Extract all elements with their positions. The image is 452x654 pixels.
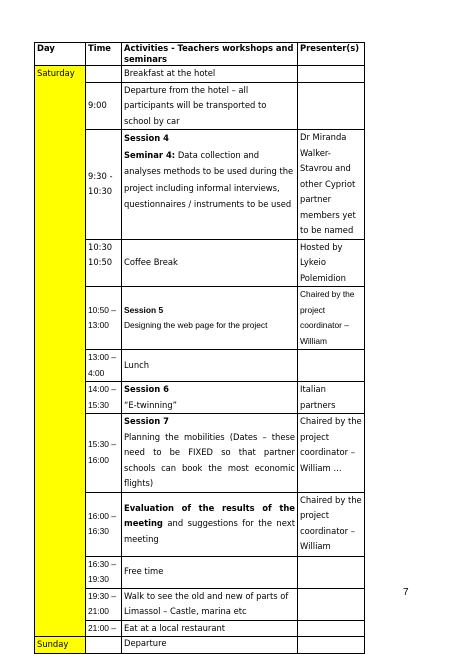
presenter-cell xyxy=(298,556,365,588)
activity-cell: Eat at a local restaurant xyxy=(122,620,298,637)
presenter-cell: Chaired by the project coordinator – William xyxy=(298,287,365,350)
seminar-text: Data collection and analyses methods to be used during the project including informal interviews, questionnaires / instruments to be used xyxy=(124,149,294,209)
presenter-cell: Hosted by Lykeio Polemidion xyxy=(298,239,365,287)
time-cell: 19:30 – 21:00 xyxy=(86,588,122,620)
time-cell: 14:00 – 15:30 xyxy=(86,382,122,414)
header-row xyxy=(35,43,365,66)
presenter-cell: Italian partners xyxy=(298,382,365,414)
header-day: Day xyxy=(35,43,86,66)
table-row xyxy=(35,66,365,83)
presenter-cell xyxy=(298,637,365,654)
page-number: 7 xyxy=(403,587,409,598)
evaluation-text: and suggestions for the next meeting xyxy=(124,518,295,544)
session-body: “E-twinning” xyxy=(124,399,178,410)
time-cell: 16:30 – 19:30 xyxy=(86,556,122,588)
time-cell: 9:00 xyxy=(86,82,122,130)
time-cell: 15:30 – 16:00 xyxy=(86,414,122,493)
activity-cell: Departure xyxy=(122,637,298,654)
presenter-cell: Chaired by the project coordinator – William xyxy=(298,492,365,556)
time-cell: 16:00 – 16:30 xyxy=(86,492,122,556)
activity-cell: Free time xyxy=(122,556,298,588)
activity-cell xyxy=(122,492,298,556)
session-title: Session 7 xyxy=(124,416,170,426)
time-cell: 9:30 - 10:30 xyxy=(86,130,122,240)
activity-cell: Departure from the hotel – all participants will be transported to school by car xyxy=(122,82,298,130)
session-body: Planning the mobilities (Dates – these need to be FIXED so that partner schools can book the most economic flights) xyxy=(124,431,295,488)
presenter-cell: Chaired by the project coordinator – William … xyxy=(298,414,365,493)
activity-cell xyxy=(122,287,298,350)
activity-cell: Breakfast at the hotel xyxy=(122,66,298,83)
presenter-cell xyxy=(298,620,365,637)
activity-cell: Coffee Break xyxy=(122,239,298,287)
activity-cell xyxy=(122,382,298,414)
session-body: Designing the web page for the project xyxy=(124,320,268,330)
activity-cell xyxy=(122,130,298,240)
activity-cell: Walk to see the old and new of parts of Limassol – Castle, marina etc xyxy=(122,588,298,620)
time-cell xyxy=(86,66,122,83)
header-activities: Activities - Teachers workshops and seminars xyxy=(122,43,298,66)
day-sunday: Sunday xyxy=(35,637,86,654)
seminar-label: Seminar 4: xyxy=(124,149,176,160)
presenter-cell xyxy=(298,82,365,130)
activity-cell xyxy=(122,414,298,493)
schedule-table xyxy=(34,42,365,654)
presenter-cell: Dr Miranda Walker-Stavrou and other Cypriot partner members yet to be named xyxy=(298,130,365,240)
table-row xyxy=(35,637,365,654)
time-cell: 10:30 10:50 xyxy=(86,239,122,287)
day-saturday: Saturday xyxy=(35,66,86,637)
session-title: Session 5 xyxy=(124,304,164,315)
time-cell: 13:00 – 4:00 xyxy=(86,350,122,382)
session-title: Session 4 xyxy=(124,133,170,143)
header-presenter: Presenter(s) xyxy=(298,43,365,66)
presenter-cell xyxy=(298,66,365,83)
presenter-cell xyxy=(298,588,365,620)
presenter-cell xyxy=(298,350,365,382)
session-body xyxy=(124,147,295,213)
time-cell: 21:00 – xyxy=(86,620,122,637)
activity-cell: Lunch xyxy=(122,350,298,382)
header-time: Time xyxy=(86,43,122,66)
time-cell: 10:50 – 13:00 xyxy=(86,287,122,350)
session-title: Session 6 xyxy=(124,384,170,394)
evaluation-label: Evaluation of the results of the meeting xyxy=(124,502,295,529)
time-cell xyxy=(86,637,122,654)
